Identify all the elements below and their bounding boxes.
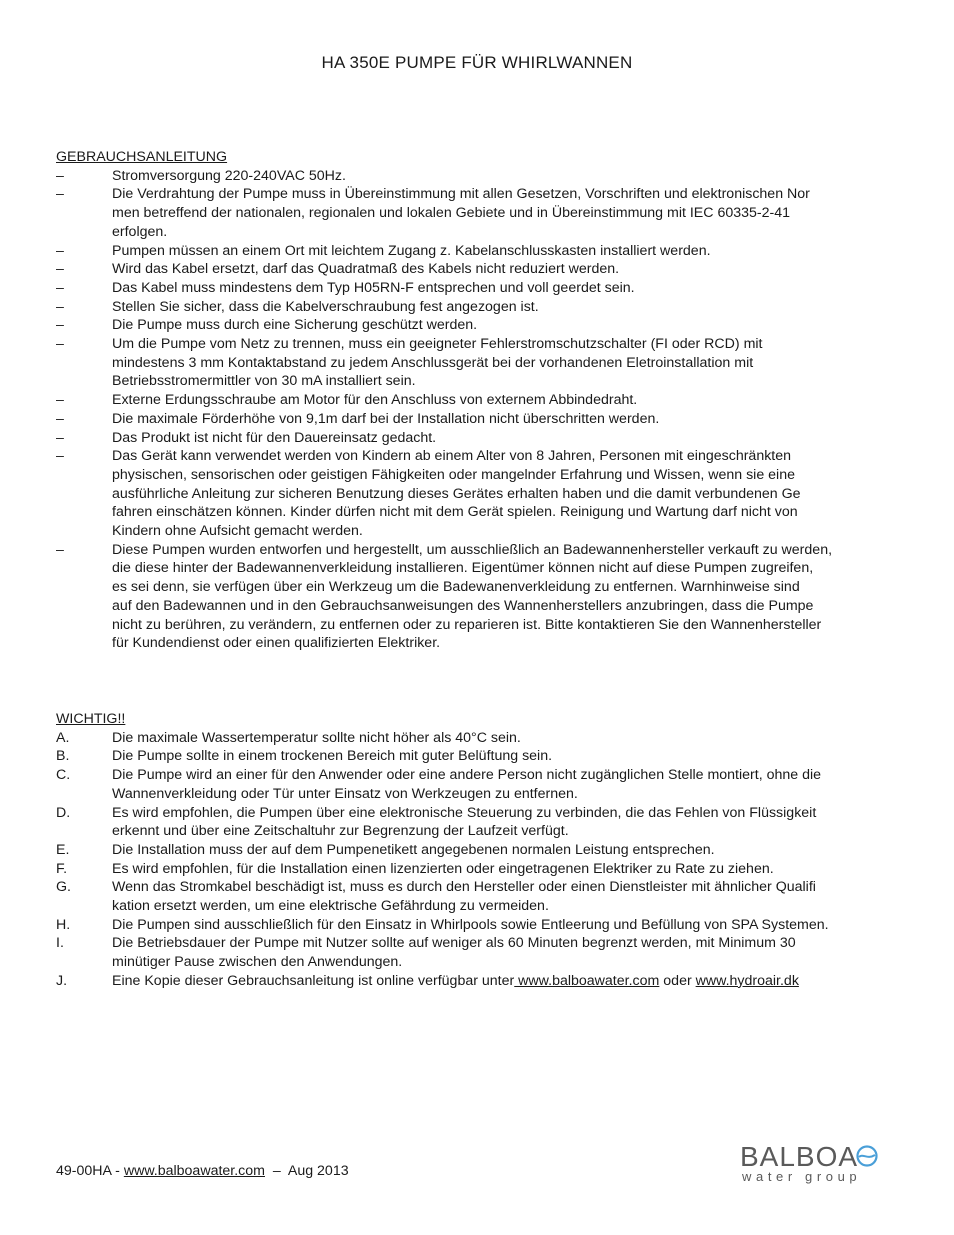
item-marker: J. [56, 972, 68, 989]
item-text [112, 242, 906, 261]
item-marker: – [56, 298, 64, 315]
item-text-line: men betreffend der nationalen, regionalen und lokalen Gebiete und in Übereinstimmung mit IEC 60335-2-41 [112, 205, 791, 222]
list-item [56, 298, 906, 317]
item-marker: B. [56, 748, 70, 765]
item-marker: G. [56, 879, 71, 896]
item-text-line: Kindern ohne Aufsicht gemacht werden. [112, 523, 363, 540]
item-text-line: Die Betriebsdauer der Pumpe mit Nutzer sollte auf weniger als 60 Minuten begrenzt werden, mit Minimum 30 [112, 935, 796, 952]
item-text [112, 167, 906, 186]
item-text-line: Die maximale Wassertemperatur sollte nicht höher als 40°C sein. [112, 729, 521, 746]
item-text-line: Betriebsstromermittler von 30 mA installiert sein. [112, 373, 416, 390]
item-marker: – [56, 242, 64, 259]
item-text [112, 916, 906, 935]
footer [56, 1163, 349, 1179]
item-text-line: fahren einschätzen können. Kinder dürfen nicht mit dem Gerät spielen. Reinigung und Wartung darf nicht von [112, 504, 798, 521]
item-marker: – [56, 410, 64, 427]
item-text-line: Stromversorgung 220-240VAC 50Hz. [112, 167, 346, 184]
item-text-line: Die Pumpe wird an einer für den Anwender oder eine andere Person nicht zugänglichen Stelle montiert, ohne die [112, 767, 822, 784]
item-text-line: Es wird empfohlen, für die Installation einen lizenzierten oder eingetragenen Elektriker zu Rate zu ziehen. [112, 860, 774, 877]
item-marker: – [56, 392, 64, 409]
item-marker: I. [56, 935, 64, 952]
item-marker: C. [56, 767, 71, 784]
list-item [56, 335, 906, 391]
list-item [56, 167, 906, 186]
list-item [56, 729, 906, 748]
list-item [56, 447, 906, 541]
list-item [56, 391, 906, 410]
important-list [56, 729, 906, 972]
item-text-line: ausführliche Anleitung zur sicheren Benutzung dieses Gerätes erhalten haben und die damit verbundenen Ge [112, 485, 801, 502]
item-text [112, 541, 906, 653]
list-item [56, 916, 906, 935]
footer-doc-code: 49-00HA - [56, 1163, 124, 1179]
item-marker: – [56, 541, 64, 558]
usage-heading: GEBRAUCHSANLEITUNG [56, 149, 228, 165]
item-text-line: Wannenverkleidung oder Tür unter Einsatz von Werkzeugen zu entfernen. [112, 785, 578, 802]
list-item [56, 242, 906, 261]
item-text-line: physischen, sensorischen oder geistigen Fähigkeiten oder mangelnder Erfahrung und Wissen, wenn sie eine [112, 466, 795, 483]
item-marker: – [56, 279, 64, 296]
item-text [112, 804, 906, 841]
item-text [112, 260, 906, 279]
item-text [112, 972, 906, 991]
item-text [112, 729, 906, 748]
item-text-line: für Kundendienst oder einen qualifizierten Elektriker. [112, 635, 441, 652]
hydroair-link[interactable]: www.hydroair.dk [695, 972, 799, 989]
list-item [56, 410, 906, 429]
list-item [56, 747, 906, 766]
footer-url-link[interactable]: www.balboawater.com [123, 1163, 265, 1179]
item-text-line: Diese Pumpen wurden entworfen und hergestellt, um ausschließlich an Badewannenhersteller verkauft zu werden, [112, 541, 833, 558]
item-text [112, 298, 906, 317]
item-marker: E. [56, 841, 70, 858]
item-text-line: Stellen Sie sicher, dass die Kabelverschraubung fest angezogen ist. [112, 298, 539, 315]
item-text [112, 391, 906, 410]
item-marker: – [56, 448, 64, 465]
balboa-link[interactable]: www.balboawater.com [514, 972, 660, 989]
item-text-line: mindestens 3 mm Kontaktabstand zu jedem Anschlussgerät bei der vorhandenen Eletroinstallation mit [112, 354, 754, 371]
item-text [112, 860, 906, 879]
list-item [56, 766, 906, 803]
item-text [112, 279, 906, 298]
item-text [112, 878, 906, 915]
list-item [56, 316, 906, 335]
important-section [56, 710, 906, 991]
item-marker: – [56, 186, 64, 203]
list-item [56, 878, 906, 915]
item-text-line: Die Pumpe sollte in einem trockenen Bereich mit guter Belüftung sein. [112, 748, 553, 765]
page-title: HA 350E PUMPE FÜR WHIRLWANNEN [321, 53, 633, 72]
list-item [56, 541, 906, 653]
item-text [112, 335, 906, 391]
item-text-line: Wenn das Stromkabel beschädigt ist, muss es durch den Hersteller oder einen Dienstleister mit ähnlicher Qualifi [112, 879, 816, 896]
item-text-middle: oder [659, 972, 696, 989]
important-heading: WICHTIG!! [56, 711, 126, 727]
item-text-line: Externe Erdungsschraube am Motor für den Anschluss von externem Abbindedraht. [112, 392, 638, 409]
list-item [56, 279, 906, 298]
item-text-line: Die maximale Förderhöhe von 9,1m darf bei der Installation nicht überschritten werden. [112, 410, 660, 427]
item-text-line: Das Produkt ist nicht für den Dauereinsatz gedacht. [112, 429, 437, 446]
item-text [112, 841, 906, 860]
item-text-line: Das Gerät kann verwendet werden von Kindern ab einem Alter von 8 Jahren, Personen mit eingeschränkten [112, 448, 792, 465]
list-item [56, 934, 906, 971]
list-item [56, 185, 906, 241]
item-text [112, 766, 906, 803]
item-marker: – [56, 336, 64, 353]
logo-tagline: water group [742, 1169, 862, 1184]
item-marker: F. [56, 860, 68, 877]
item-text [112, 410, 906, 429]
usage-section [56, 148, 906, 653]
item-text-line: erfolgen. [112, 223, 168, 240]
item-text-line: Pumpen müssen an einem Ort mit leichtem Zugang z. Kabelanschlusskasten installiert werden. [112, 242, 711, 259]
footer-date: – Aug 2013 [264, 1163, 349, 1179]
list-item [56, 860, 906, 879]
item-text-line: Es wird empfohlen, die Pumpen über eine elektronische Steuerung zu verbinden, die das Fehlen von Flüssigkeit [112, 804, 817, 821]
item-marker: A. [56, 729, 70, 746]
item-text-line: nicht zu berühren, zu verändern, zu entfernen oder zu reparieren ist. Bitte kontaktieren Sie den Wannenhersteller [112, 616, 822, 633]
item-text-line: auf den Badewannen und in den Gebrauchsanweisungen des Wannenherstellers anzubringen, dass die Pumpe [112, 597, 814, 614]
item-text [112, 185, 906, 241]
item-text-line: kation ersetzt werden, um eine elektrische Gefährdung zu vermeiden. [112, 898, 549, 915]
item-text-line: Wird das Kabel ersetzt, darf das Quadratmaß des Kabels nicht reduziert werden. [112, 261, 620, 278]
item-text [112, 934, 906, 971]
item-text-line: Die Installation muss der auf dem Pumpenetikett angegebenen normalen Leistung entsprechen. [112, 841, 715, 858]
logo-wave-icon [859, 1155, 875, 1157]
item-text-line: Die Pumpen sind ausschließlich für den Einsatz in Whirlpools sowie Entleerung und Befüllung von SPA Systemen. [112, 916, 829, 933]
usage-list [56, 167, 906, 653]
item-text-line: die diese hinter der Badewannenverkleidung installieren. Eigentümer können nicht auf diese Pumpen zugreifen, [112, 560, 814, 577]
item-text [112, 316, 906, 335]
item-marker: H. [56, 916, 71, 933]
item-text-line: Die Pumpe muss durch eine Sicherung geschützt werden. [112, 317, 478, 334]
item-text-line: Um die Pumpe vom Netz zu trennen, muss ein geeigneter Fehlerstromschutzschalter (FI oder RCD) mit [112, 336, 763, 353]
item-text-line: Die Verdrahtung der Pumpe muss in Übereinstimmung mit allen Gesetzen, Vorschriften und elektronischen Nor [112, 186, 810, 203]
item-text [112, 747, 906, 766]
item-marker: – [56, 429, 64, 446]
item-text-prefix: Eine Kopie dieser Gebrauchsanleitung ist online verfügbar unter [112, 972, 515, 989]
item-text-line: Das Kabel muss mindestens dem Typ H05RN-F entsprechen und voll geerdet sein. [112, 279, 635, 296]
item-text [112, 429, 906, 448]
item-marker: – [56, 167, 64, 184]
item-marker: D. [56, 804, 71, 821]
list-item [56, 260, 906, 279]
list-item [56, 972, 906, 991]
list-item [56, 804, 906, 841]
item-marker: – [56, 317, 64, 334]
list-item [56, 429, 906, 448]
logo-wordmark: BALBOA [740, 1141, 859, 1172]
item-text-line: minütiger Pause zwischen den Anwendungen. [112, 954, 403, 971]
balboa-logo [738, 1136, 900, 1186]
item-marker: – [56, 261, 64, 278]
item-text-line: es sei denn, sie verfügen über ein Werkzeug um die Badewanenverkleidung zu entfernen. Warnhinweise sind [112, 579, 800, 596]
item-text-line: erkennt und über eine Zeitschaltuhr zur Begrenzung der Laufzeit verfügt. [112, 823, 569, 840]
item-text [112, 447, 906, 541]
list-item [56, 841, 906, 860]
